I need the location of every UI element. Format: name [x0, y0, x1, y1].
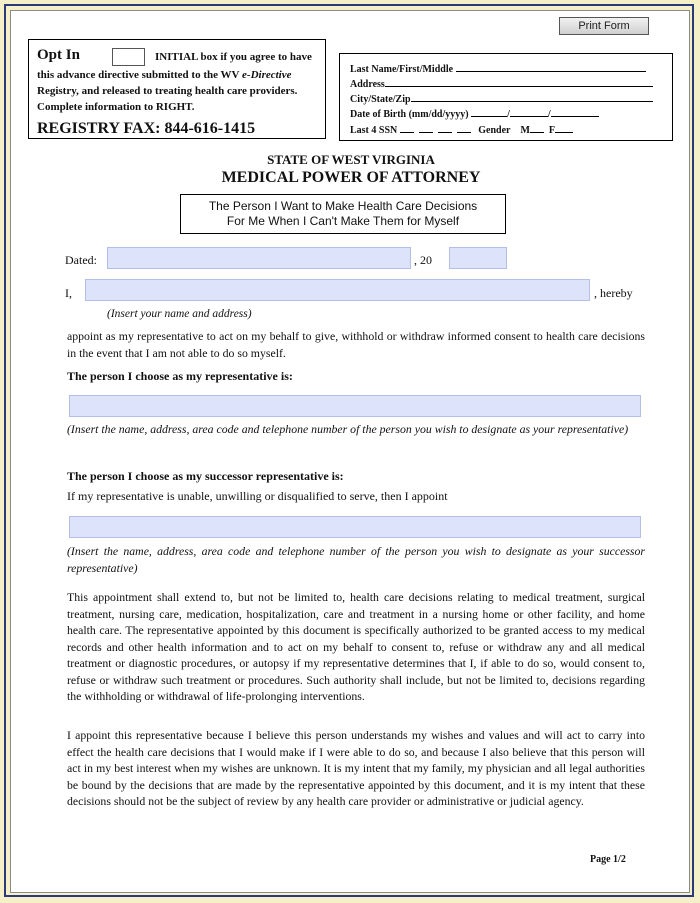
ssn-row: Last 4 SSN Gender M F: [350, 123, 573, 136]
name-line[interactable]: [456, 62, 646, 72]
initial-text: INITIAL box if you agree to have: [155, 51, 312, 63]
ssn-digit-1[interactable]: [400, 123, 414, 133]
representative-field[interactable]: [69, 395, 641, 417]
subtitle-line-2: For Me When I Can't Make Them for Myself: [226, 214, 460, 228]
dated-field[interactable]: [107, 247, 411, 269]
opt-in-line-3: Registry, and released to treating health care providers.: [37, 85, 298, 97]
i-label: I,: [65, 286, 72, 300]
opt-in-line-2: this advance directive submitted to the WV e-Directive: [37, 69, 292, 81]
print-form-button[interactable]: Print Form: [559, 17, 649, 35]
representative-heading: The person I choose as my representative is:: [67, 369, 293, 383]
hereby-text: , hereby: [594, 286, 633, 300]
dob-year-line[interactable]: [551, 107, 599, 117]
opt-in-line-4: Complete information to RIGHT.: [37, 101, 195, 113]
page-number: Page 1/2: [590, 854, 626, 865]
appoint-paragraph: appoint as my representative to act on my behalf to give, withhold or withdraw informed consent to health care decisions in the event that I am not able to do so myself.: [67, 329, 645, 360]
dob-month-line[interactable]: [471, 107, 507, 117]
ssn-digit-3[interactable]: [438, 123, 452, 133]
insert-rep-hint: (Insert the name, address, area code and telephone number of the person you wish to designate as your representative): [67, 422, 629, 436]
address-row: Address: [350, 77, 653, 90]
opt-in-box: [28, 39, 326, 139]
successor-heading: The person I choose as my successor representative is:: [67, 469, 344, 483]
gender-f-line[interactable]: [555, 123, 573, 133]
name-address-field[interactable]: [85, 279, 590, 301]
dob-row: Date of Birth (mm/dd/yyyy) / /: [350, 107, 599, 120]
city-row: City/State/Zip: [350, 92, 653, 105]
address-line[interactable]: [385, 77, 653, 87]
successor-field[interactable]: [69, 516, 641, 538]
initial-checkbox[interactable]: [112, 48, 145, 66]
ssn-digit-2[interactable]: [419, 123, 433, 133]
opt-in-title: Opt In: [37, 47, 80, 63]
name-row: Last Name/First/Middle: [350, 62, 646, 75]
ssn-digit-4[interactable]: [457, 123, 471, 133]
registry-fax: REGISTRY FAX: 844-616-1415: [37, 120, 256, 137]
state-heading: STATE OF WEST VIRGINIA: [267, 152, 435, 167]
insert-name-hint: (Insert your name and address): [107, 308, 252, 320]
successor-text: If my representative is unable, unwilling or disqualified to serve, then I appoint: [67, 489, 448, 503]
year-prefix: , 20: [414, 253, 432, 267]
authority-paragraph: This appointment shall extend to, but not be limited to, health care decisions relating to medical treatment, surgical treatment, nursing care, medication, hospitalization, care and treatment in a nursing home or other facility, and home health care. The representative appointed by this document is specifically authorized to be granted access to my medical records and other health information and to act on my behalf to consent to, refuse or withdraw any and all medical treatment or diagnostic procedures, or autopsy if my representative determines that I, if able to do so, would consent to, refuse or withdraw such treatment or procedures. Such authority shall include, but not be limited to, decisions regarding the withholding or withdrawal of life-prolonging interventions.: [67, 590, 645, 703]
subtitle-line-1: The Person I Want to Make Health Care Decisions: [208, 199, 478, 213]
intent-paragraph: I appoint this representative because I believe this person understands my wishes and values and will act to carry into effect the health care decisions that I would make if I were able to do so, and because I also believe that this person will act in my best interest when my wishes are unknown. It is my intent that my family, my physician and all legal authorities be bound by the decisions that are made by the representative appointed by this document, and it is my intent that these decisions should not be the subject of review by any health care provider or administrative or judicial agency.: [67, 728, 645, 808]
subtitle-box: [180, 194, 506, 234]
document-page: [10, 10, 690, 893]
personal-info-box: [339, 53, 673, 141]
insert-successor-hint: (Insert the name, address, area code and telephone number of the person you wish to designate as your successor representative): [67, 544, 645, 575]
dated-label: Dated:: [65, 253, 97, 267]
document-title: MEDICAL POWER OF ATTORNEY: [221, 169, 481, 186]
gender-m-line[interactable]: [530, 123, 544, 133]
city-line[interactable]: [411, 92, 653, 102]
year-field[interactable]: [449, 247, 507, 269]
dob-day-line[interactable]: [510, 107, 548, 117]
